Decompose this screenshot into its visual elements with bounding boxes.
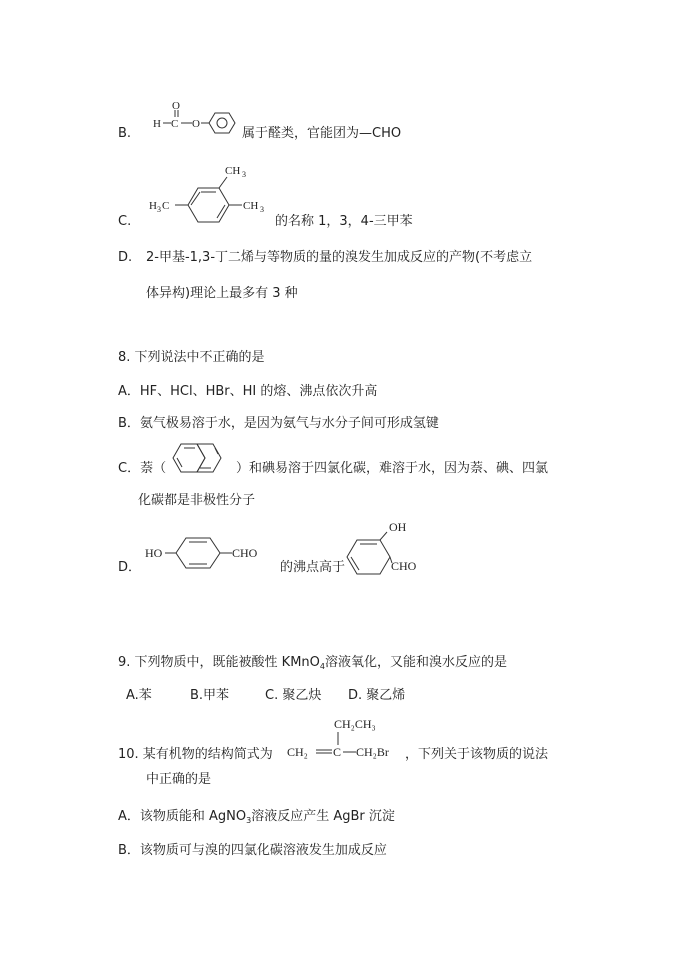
q8-stem: 8. 下列说法中不正确的是: [118, 350, 265, 365]
svg-text:C: C: [162, 200, 170, 212]
option-d-line2: 体异构)理论上最多有 3 种: [146, 286, 298, 301]
ch3-right: CH: [243, 200, 259, 212]
svg-text:CHO: CHO: [391, 559, 417, 573]
q8-option-c-label: C．萘（: [118, 461, 167, 476]
svg-text:3: 3: [260, 205, 264, 214]
q10-option-b: B．该物质可与溴的四氯化碳溶液发生加成反应: [118, 843, 387, 858]
q9-option-a: A.苯: [126, 688, 152, 703]
svg-text:CH₂Br: CH₂Br: [356, 745, 389, 759]
ch3-top: CH: [225, 165, 241, 177]
q10-option-a: A．该物质能和 AgNO$_3$溶液反应产生 AgBr 沉淀: [118, 809, 395, 825]
ch3-top-sub: 3: [242, 170, 246, 179]
svg-text:CH₂: CH₂: [287, 745, 308, 759]
option-d-label: D.: [118, 250, 133, 265]
svg-text:OH: OH: [389, 520, 407, 534]
q9-option-c: C. 聚乙炔: [265, 688, 322, 703]
q8-option-a: A．HF、HCl、HBr、HI 的熔、沸点依次升高: [118, 384, 378, 399]
formate-structure: [150, 100, 240, 140]
q10-stem-post: ，下列关于该物质的说法: [405, 747, 549, 762]
formate-h: H: [153, 118, 161, 130]
bromo-alkene-structure: [286, 712, 406, 768]
q9-stem: 9. 下列物质中，既能被酸性 KMnO$_4$溶液氧化，又能和溴水反应的是: [118, 655, 507, 671]
q8-option-d-label: D．: [118, 560, 142, 575]
svg-text:C: C: [333, 745, 342, 759]
svg-text:CHO: CHO: [232, 546, 258, 560]
option-c-text: 的名称 1，3，4-三甲苯: [275, 214, 413, 229]
q8-option-d-text: 的沸点高于: [280, 560, 346, 575]
q9-option-d: D. 聚乙烯: [348, 688, 406, 703]
q10-stem: 10. 某有机物的结构简式为: [118, 747, 273, 762]
q9-option-b: B.甲苯: [190, 688, 230, 703]
option-b-text: 属于醛类，官能团为—CHO: [242, 126, 402, 141]
formate-o-top: O: [172, 100, 180, 112]
svg-text:3: 3: [157, 205, 161, 214]
option-c-label: C.: [118, 214, 132, 229]
naphthalene-structure: [168, 438, 234, 478]
q10-stem-line2: 中正确的是: [146, 772, 212, 787]
option-d-line1: 2-甲基-1,3-丁二烯与等物质的量的溴发生加成反应的产物(不考虑立: [146, 250, 533, 265]
q8-option-c-line2: 化碳都是非极性分子: [138, 493, 256, 508]
svg-text:HO: HO: [145, 546, 163, 560]
formate-o: O: [192, 118, 200, 130]
para-hydroxybenzaldehyde-structure: [140, 530, 280, 580]
trimethylbenzene-structure: [145, 160, 275, 230]
formate-c: C: [171, 118, 179, 130]
svg-text:CH₂CH₃: CH₂CH₃: [334, 717, 376, 731]
q8-option-b: B．氨气极易溶于水，是因为氨气与水分子间可形成氢键: [118, 416, 439, 431]
q8-option-c-text: ）和碘易溶于四氯化碳，难溶于水，因为萘、碘、四氯: [236, 461, 549, 476]
option-b-label: B.: [118, 126, 132, 141]
ortho-hydroxybenzaldehyde-structure: [345, 515, 435, 585]
h3c-left: H: [149, 200, 157, 212]
